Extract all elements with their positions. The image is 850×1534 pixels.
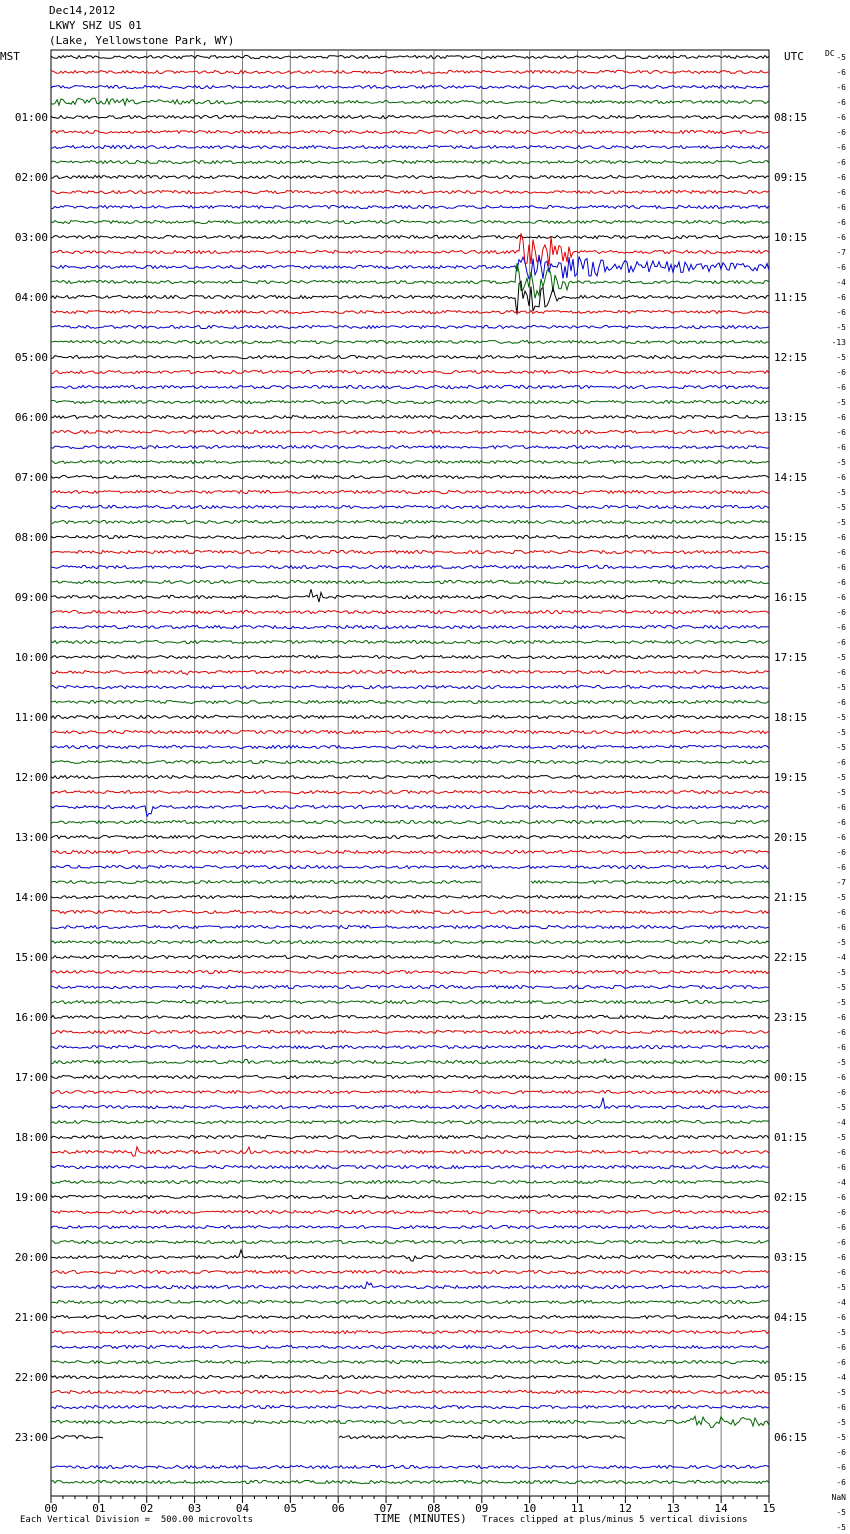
dc-offset-label: -5 — [836, 398, 846, 407]
left-hour-label: 01:00 — [14, 111, 48, 124]
seismic-trace — [51, 775, 769, 778]
right-timezone-label: UTC — [784, 50, 804, 63]
dc-offset-label: -5 — [836, 773, 846, 782]
left-hour-label: 14:00 — [14, 891, 48, 904]
dc-offset-label: -6 — [836, 368, 846, 377]
dc-offset-label: -6 — [836, 1193, 846, 1202]
seismic-trace — [51, 1345, 769, 1348]
x-tick-label: 04 — [235, 1502, 250, 1515]
x-tick-label: 12 — [618, 1502, 633, 1515]
x-tick-label: 06 — [331, 1502, 345, 1515]
seismic-trace — [51, 115, 769, 118]
seismic-trace — [51, 175, 769, 178]
dc-offset-label: -6 — [836, 698, 846, 707]
dc-offset-label: -6 — [836, 218, 846, 227]
dc-offset-label: -6 — [836, 203, 846, 212]
seismic-trace — [51, 805, 769, 816]
seismic-trace — [51, 985, 769, 988]
seismic-trace — [51, 355, 769, 358]
dc-offset-label: -6 — [836, 1358, 846, 1367]
seismic-trace — [51, 1240, 769, 1243]
seismic-trace — [51, 160, 769, 163]
dc-offset-label: -6 — [836, 263, 846, 272]
seismic-trace — [51, 1300, 769, 1303]
dc-offset-label: -6 — [836, 1268, 846, 1277]
seismic-trace — [51, 1098, 769, 1109]
seismic-trace — [51, 625, 769, 628]
dc-offset-label: -6 — [836, 758, 846, 767]
dc-offset-label: -6 — [836, 443, 846, 452]
seismic-trace — [51, 445, 769, 448]
seismic-trace — [51, 970, 769, 973]
seismic-trace — [51, 1282, 769, 1289]
right-hour-label: 12:15 — [774, 351, 808, 364]
seismic-trace — [51, 535, 769, 538]
dc-offset-label: -5 — [836, 53, 846, 62]
dc-offset-label: -6 — [836, 638, 846, 647]
right-hour-label: 19:15 — [774, 771, 808, 784]
seismic-trace — [51, 865, 769, 868]
dc-offset-label: -5 — [836, 983, 846, 992]
seismic-trace — [51, 145, 769, 148]
seismic-trace — [51, 685, 769, 688]
dc-offset-label: -6 — [836, 863, 846, 872]
seismic-trace — [51, 1120, 769, 1123]
dc-offset-label: -6 — [836, 383, 846, 392]
left-hour-label: 02:00 — [14, 171, 48, 184]
dc-offset-label: -5 — [836, 653, 846, 662]
left-timezone-label: MST — [0, 50, 20, 63]
seismic-trace — [51, 1045, 769, 1048]
dc-offset-label: -6 — [836, 293, 846, 302]
right-hour-label: 14:15 — [774, 471, 808, 484]
right-hour-label: 21:15 — [774, 891, 808, 904]
right-hour-label: 01:15 — [774, 1131, 808, 1144]
dc-offset-label: -6 — [836, 1028, 846, 1037]
right-hour-label: 04:15 — [774, 1311, 808, 1324]
seismic-trace — [51, 835, 769, 838]
seismic-trace — [51, 1059, 769, 1064]
dc-offset-label: -6 — [836, 1253, 846, 1262]
right-hour-label: 23:15 — [774, 1011, 808, 1024]
dc-offset-label: -4 — [836, 1373, 846, 1382]
dc-offset-label: -6 — [836, 233, 846, 242]
seismic-trace — [51, 130, 769, 133]
right-hour-label: 00:15 — [774, 1071, 808, 1084]
seismic-trace — [51, 1360, 769, 1363]
dc-offset-label: -6 — [836, 1043, 846, 1052]
seismic-trace — [51, 400, 769, 403]
x-tick-label: 07 — [379, 1502, 393, 1515]
x-axis-title: TIME (MINUTES) — [374, 1512, 467, 1525]
x-tick-label: 05 — [283, 1502, 297, 1515]
seismic-trace — [51, 895, 769, 898]
left-hour-label: 10:00 — [14, 651, 48, 664]
dc-offset-label: -5 — [836, 503, 846, 512]
dc-offset-label: -6 — [836, 1088, 846, 1097]
dc-offset-label: -6 — [836, 803, 846, 812]
dc-offset-label: -5 — [836, 323, 846, 332]
seismic-trace — [51, 700, 769, 703]
dc-offset-label: -6 — [836, 908, 846, 917]
seismic-trace — [51, 1435, 769, 1438]
right-hour-label: 03:15 — [774, 1251, 808, 1264]
seismic-trace — [51, 1375, 769, 1378]
seismic-trace — [51, 490, 769, 493]
left-hour-label: 08:00 — [14, 531, 48, 544]
dc-offset-label: -6 — [836, 578, 846, 587]
dc-offset-label: -5 — [836, 1103, 846, 1112]
right-hour-label: 20:15 — [774, 831, 808, 844]
seismic-trace — [51, 940, 769, 943]
dc-offset-label: -6 — [836, 533, 846, 542]
left-hour-label: 19:00 — [14, 1191, 48, 1204]
dc-offset-label: -13 — [831, 338, 846, 347]
dc-offset-label: -6 — [836, 623, 846, 632]
dc-offset-label: -5 — [836, 713, 846, 722]
x-tick-label: 09 — [475, 1502, 489, 1515]
dc-offset-label: -6 — [836, 1238, 846, 1247]
left-hour-label: 06:00 — [14, 411, 48, 424]
seismic-trace — [51, 1165, 769, 1168]
dc-offset-label: -5 — [836, 353, 846, 362]
dc-offset-label: -6 — [836, 1223, 846, 1232]
dc-offset-label: -6 — [836, 563, 846, 572]
seismic-trace — [51, 670, 769, 674]
dc-offset-label: -5 — [836, 1418, 846, 1427]
dc-offset-label: -5 — [836, 893, 846, 902]
seismic-trace — [51, 1210, 769, 1213]
left-hour-label: 09:00 — [14, 591, 48, 604]
right-hour-label: 08:15 — [774, 111, 808, 124]
seismic-trace — [51, 1250, 769, 1261]
seismic-trace — [51, 235, 769, 238]
station-location: (Lake, Yellowstone Park, WY) — [49, 34, 235, 47]
dc-offset-label: -6 — [836, 173, 846, 182]
seismic-trace — [51, 880, 769, 883]
right-hour-label: 16:15 — [774, 591, 808, 604]
seismic-trace — [51, 715, 769, 718]
clip-note: Traces clipped at plus/minus 5 vertical divisions — [482, 1515, 748, 1525]
right-hour-label: 05:15 — [774, 1371, 808, 1384]
dc-offset-label: -6 — [836, 1343, 846, 1352]
left-hour-label: 20:00 — [14, 1251, 48, 1264]
x-tick-label: 02 — [140, 1502, 154, 1515]
seismic-trace — [51, 910, 769, 913]
seismic-trace — [51, 1180, 769, 1183]
seismic-trace — [51, 610, 769, 613]
dc-offset-label: -5 — [836, 1133, 846, 1142]
seismic-trace — [51, 1270, 769, 1273]
left-hour-label: 15:00 — [14, 951, 48, 964]
dc-offset-label: -5 — [836, 1508, 846, 1517]
seismic-trace — [51, 98, 769, 105]
x-tick-label: 08 — [427, 1502, 441, 1515]
seismic-trace — [51, 1030, 769, 1033]
seismic-trace — [51, 220, 769, 223]
x-tick-label: 00 — [44, 1502, 58, 1515]
seismic-trace — [51, 310, 769, 313]
dc-offset-label: -6 — [836, 1163, 846, 1172]
dc-offset-label: -6 — [836, 593, 846, 602]
seismic-trace — [51, 263, 769, 298]
dc-offset-label: -5 — [836, 1058, 846, 1067]
seismic-trace — [51, 460, 769, 463]
right-hour-label: 06:15 — [774, 1431, 808, 1444]
seismic-trace — [51, 850, 769, 853]
dc-offset-label: -6 — [836, 833, 846, 842]
dc-offset-label: -6 — [836, 548, 846, 557]
seismic-trace — [51, 1480, 769, 1483]
dc-offset-label: -6 — [836, 113, 846, 122]
dc-offset-label: -6 — [836, 848, 846, 857]
left-hour-label: 23:00 — [14, 1431, 48, 1444]
seismic-trace — [51, 1000, 769, 1003]
seismic-trace — [51, 790, 769, 793]
left-hour-label: 18:00 — [14, 1131, 48, 1144]
seismic-trace — [51, 550, 769, 553]
seismic-trace — [51, 1416, 769, 1427]
left-hour-label: 21:00 — [14, 1311, 48, 1324]
seismic-trace — [51, 925, 769, 928]
seismic-trace — [51, 1090, 769, 1093]
seismic-trace — [51, 190, 769, 193]
station-code: LKWY SHZ US 01 — [49, 19, 142, 32]
dc-offset-label: -6 — [836, 1148, 846, 1157]
dc-offset-label: -5 — [836, 458, 846, 467]
seismic-trace — [51, 1390, 769, 1393]
dc-offset-label: -5 — [836, 1328, 846, 1337]
seismic-trace — [51, 1147, 769, 1156]
dc-offset-label: -5 — [836, 488, 846, 497]
dc-offset-label: -6 — [836, 68, 846, 77]
dc-offset-label: -6 — [836, 308, 846, 317]
x-tick-label: 11 — [570, 1502, 585, 1515]
seismic-trace — [51, 955, 769, 958]
dc-offset-label: -4 — [836, 953, 846, 962]
dc-offset-label: -6 — [836, 428, 846, 437]
dc-offset-label: -6 — [836, 128, 846, 137]
right-hour-label: 18:15 — [774, 711, 808, 724]
dc-offset-label: -6 — [836, 1313, 846, 1322]
seismic-trace — [51, 255, 769, 279]
dc-offset-label: -4 — [836, 1118, 846, 1127]
right-hour-label: 13:15 — [774, 411, 808, 424]
seismic-trace — [51, 589, 769, 602]
left-hour-label: 07:00 — [14, 471, 48, 484]
seismic-trace — [51, 415, 769, 418]
seismic-trace — [51, 760, 769, 763]
dc-offset-label: -6 — [836, 1448, 846, 1457]
seismic-trace — [51, 55, 769, 58]
seismic-trace — [51, 340, 769, 343]
seismic-trace — [51, 565, 769, 568]
right-hour-label: 11:15 — [774, 291, 808, 304]
seismic-trace — [51, 640, 769, 643]
dc-offset-label: -6 — [836, 98, 846, 107]
dc-offset-label: -6 — [836, 818, 846, 827]
left-hour-label: 03:00 — [14, 231, 48, 244]
seismic-trace — [51, 325, 769, 328]
dc-offset-label: -5 — [836, 518, 846, 527]
dc-offset-label: -5 — [836, 1388, 846, 1397]
seismic-trace — [51, 1405, 769, 1408]
dc-offset-label: -6 — [836, 923, 846, 932]
dc-offset-label: -6 — [836, 608, 846, 617]
seismic-trace — [51, 475, 769, 478]
dc-offset-label: -5 — [836, 743, 846, 752]
left-hour-label: 05:00 — [14, 351, 48, 364]
dc-offset-label: -6 — [836, 158, 846, 167]
dc-offset-label: -5 — [836, 998, 846, 1007]
dc-header: DC — [825, 49, 835, 58]
dc-offset-label: -6 — [836, 1403, 846, 1412]
dc-offset-label: -6 — [836, 1013, 846, 1022]
dc-offset-label: -6 — [836, 1463, 846, 1472]
dc-offset-label: NaN — [831, 1493, 846, 1502]
x-tick-label: 10 — [523, 1502, 537, 1515]
seismic-trace — [51, 1195, 769, 1199]
dc-offset-label: -4 — [836, 1178, 846, 1187]
seismic-trace — [51, 85, 769, 88]
seismic-trace — [51, 1315, 769, 1318]
dc-offset-label: -6 — [836, 1073, 846, 1082]
dc-offset-label: -6 — [836, 413, 846, 422]
seismic-trace — [51, 520, 769, 523]
right-hour-label: 10:15 — [774, 231, 808, 244]
right-hour-label: 17:15 — [774, 651, 808, 664]
seismic-trace — [51, 430, 769, 433]
dc-offset-label: -6 — [836, 83, 846, 92]
dc-offset-label: -4 — [836, 278, 846, 287]
right-hour-label: 15:15 — [774, 531, 808, 544]
right-hour-label: 02:15 — [774, 1191, 808, 1204]
dc-offset-label: -5 — [836, 1283, 846, 1292]
seismic-trace — [51, 505, 769, 508]
x-tick-label: 01 — [92, 1502, 106, 1515]
dc-offset-label: -5 — [836, 1433, 846, 1442]
left-hour-label: 11:00 — [14, 711, 48, 724]
seismic-trace — [51, 1465, 769, 1468]
x-tick-label: 15 — [762, 1502, 776, 1515]
left-hour-label: 13:00 — [14, 831, 48, 844]
seismic-trace — [51, 70, 769, 73]
left-hour-label: 04:00 — [14, 291, 48, 304]
dc-offset-label: -5 — [836, 938, 846, 947]
scale-note: Each Vertical Division = 500.00 microvolts — [20, 1515, 253, 1525]
seismic-trace — [51, 745, 769, 748]
left-hour-label: 17:00 — [14, 1071, 48, 1084]
seismic-trace — [51, 1015, 769, 1018]
left-hour-label: 12:00 — [14, 771, 48, 784]
x-tick-label: 13 — [666, 1502, 680, 1515]
seismic-trace — [51, 655, 769, 658]
right-hour-label: 09:15 — [774, 171, 808, 184]
dc-offset-label: -6 — [836, 668, 846, 677]
dc-offset-label: -7 — [836, 248, 846, 257]
dc-offset-label: -5 — [836, 728, 846, 737]
dc-offset-label: -6 — [836, 473, 846, 482]
left-hour-label: 22:00 — [14, 1371, 48, 1384]
dc-offset-label: -5 — [836, 788, 846, 797]
seismic-trace — [51, 580, 769, 583]
seismic-trace — [51, 385, 769, 388]
dc-offset-label: -6 — [836, 143, 846, 152]
dc-offset-label: -6 — [836, 1478, 846, 1487]
seismic-trace — [51, 1135, 769, 1138]
left-hour-label: 16:00 — [14, 1011, 48, 1024]
seismic-trace — [51, 820, 769, 823]
dc-offset-label: -4 — [836, 1298, 846, 1307]
dc-offset-label: -7 — [836, 878, 846, 887]
seismic-trace — [51, 205, 769, 208]
dc-offset-label: -6 — [836, 188, 846, 197]
x-tick-label: 03 — [187, 1502, 202, 1515]
seismic-trace — [51, 1330, 769, 1333]
dc-offset-label: -5 — [836, 1523, 846, 1532]
right-hour-label: 22:15 — [774, 951, 808, 964]
seismic-trace — [51, 730, 769, 733]
dc-offset-label: -6 — [836, 1208, 846, 1217]
dc-offset-label: -5 — [836, 683, 846, 692]
x-tick-label: 14 — [714, 1502, 728, 1515]
seismic-trace — [51, 370, 769, 373]
recording-date: Dec14,2012 — [49, 4, 116, 17]
dc-offset-label: -5 — [836, 968, 846, 977]
seismic-trace — [51, 1075, 769, 1078]
seismic-trace — [51, 1225, 769, 1228]
seismic-trace — [51, 281, 769, 314]
